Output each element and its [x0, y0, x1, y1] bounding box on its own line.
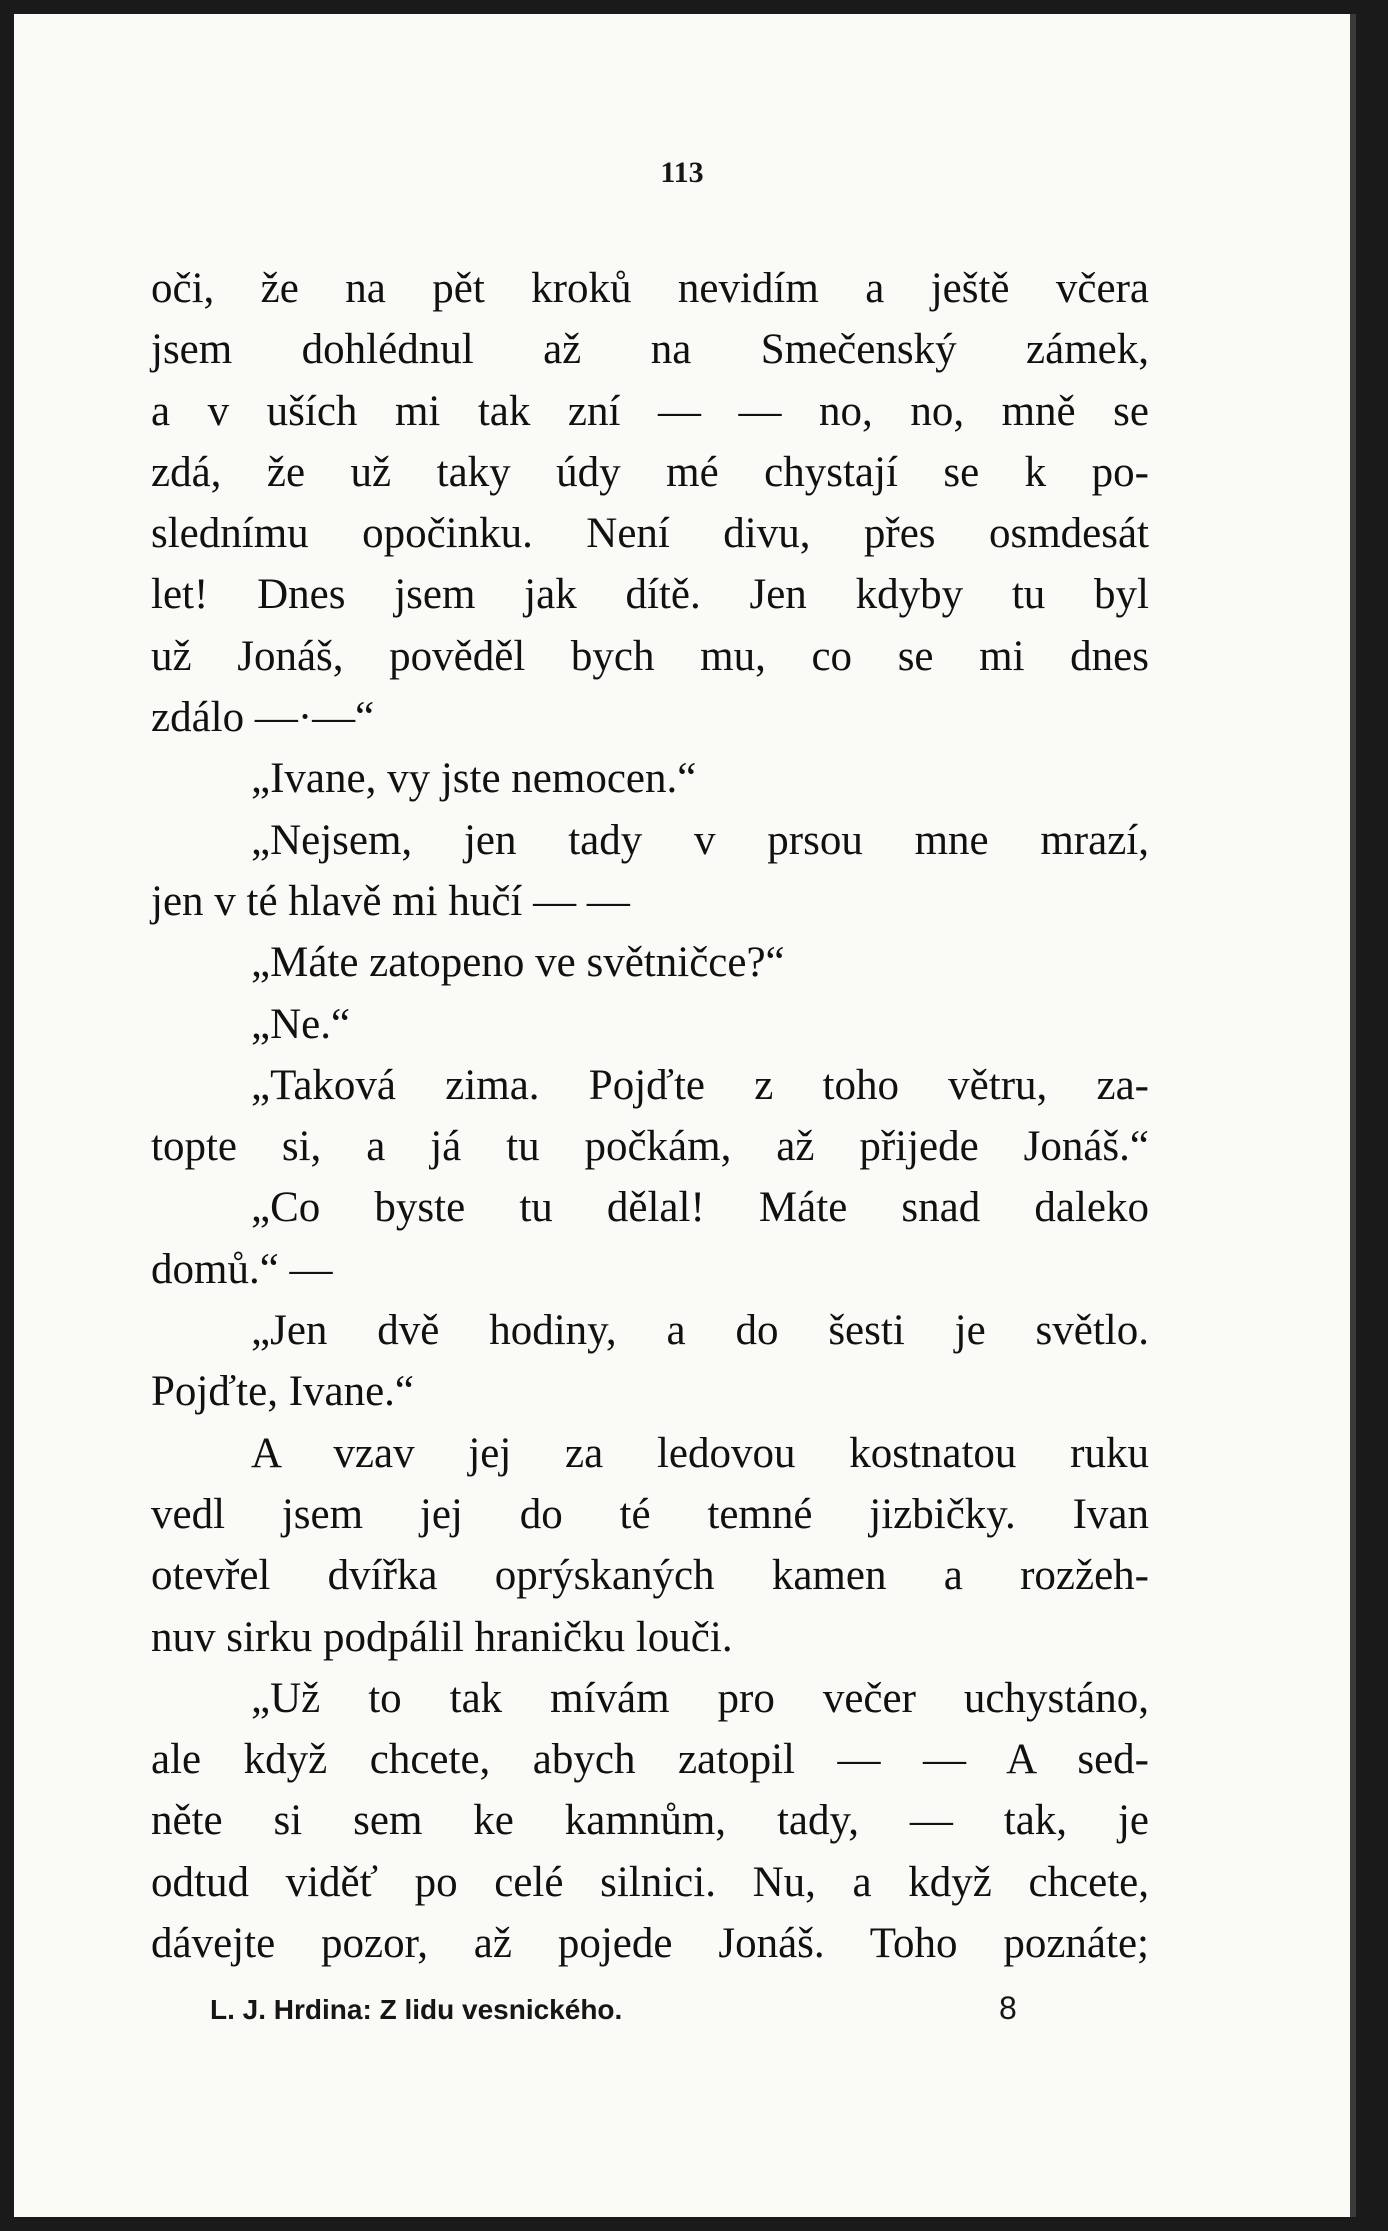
body-text	[151, 258, 1149, 1974]
text-line: „Nejsem, jen tady v prsou mne mrazí,	[251, 816, 1149, 864]
text-line: už Jonáš, pověděl bych mu, co se mi dnes	[151, 632, 1149, 680]
text-line: zdálo —·—“	[151, 694, 375, 742]
text-line: „Máte zatopeno ve světničce?“	[251, 939, 785, 987]
text-line: „Ivane, vy jste nemocen.“	[251, 755, 697, 803]
text-line: let! Dnes jsem jak dítě. Jen kdyby tu byl	[151, 571, 1149, 619]
text-line: „Taková zima. Pojďte z toho větru, za-	[251, 1061, 1149, 1109]
text-line: zdá, že už taky údy mé chystají se k po-	[151, 448, 1149, 496]
text-line: Pojďte, Ivane.“	[151, 1368, 415, 1416]
text-line: A vzav jej za ledovou kostnatou ruku	[251, 1429, 1149, 1477]
page-number: 113	[660, 156, 704, 189]
text-line: slednímu opočinku. Není divu, přes osmdesát	[151, 510, 1149, 558]
text-line: „Už to tak mívám pro večer uchystáno,	[251, 1674, 1149, 1722]
text-line: oči, že na pět kroků nevidím a ještě včera	[151, 265, 1149, 312]
book-page	[14, 14, 1356, 2217]
text-line: nuv sirku podpálil hraničku louči.	[151, 1613, 733, 1661]
text-line: ale když chcete, abych zatopil — — A sed-	[151, 1736, 1149, 1784]
text-line: topte si, a já tu počkám, až přijede Jonáš.“	[151, 1123, 1149, 1171]
text-line: odtud viděť po celé silnici. Nu, a když chcete,	[151, 1858, 1149, 1906]
text-line: „Co byste tu dělal! Máte snad daleko	[251, 1184, 1149, 1232]
text-line: „Jen dvě hodiny, a do šesti je světlo.	[251, 1307, 1149, 1355]
text-line: „Ne.“	[251, 1000, 351, 1048]
text-line: a v uších mi tak zní — — no, no, mně se	[151, 387, 1149, 435]
text-line: otevřel dvířka oprýskaných kamen a rozžeh-	[151, 1552, 1149, 1600]
text-line: dávejte pozor, až pojede Jonáš. Toho poznáte;	[151, 1920, 1149, 1968]
text-line: jen v té hlavě mi hučí — —	[151, 877, 630, 925]
text-line: domů.“ —	[151, 1245, 333, 1293]
text-line: jsem dohlédnul až na Smečenský zámek,	[151, 326, 1149, 374]
footer-signature: L. J. Hrdina: Z lidu vesnického.	[210, 1994, 623, 2025]
text-line: něte si sem ke kamnům, tady, — tak, je	[151, 1797, 1149, 1845]
footer-sheet-number: 8	[999, 1990, 1017, 2026]
text-line: vedl jsem jej do té temné jizbičky. Ivan	[151, 1490, 1149, 1538]
